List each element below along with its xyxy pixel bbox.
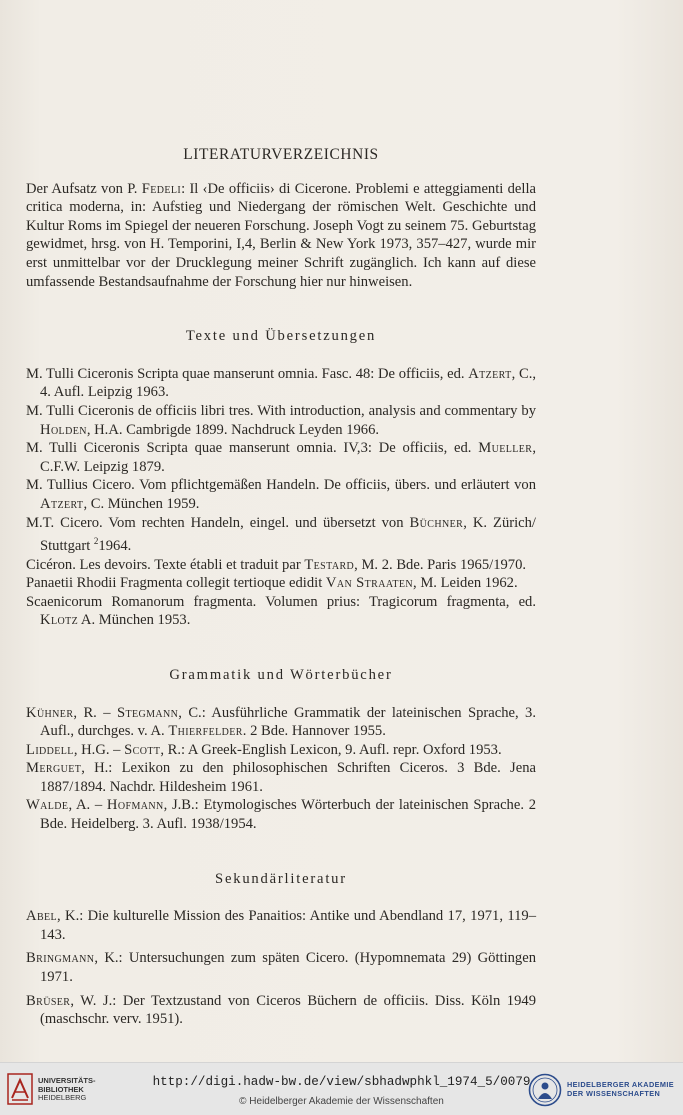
- uni-line-1: UNIVERSITÄTS-: [38, 1076, 96, 1085]
- intro-paragraph: [26, 180, 536, 292]
- bibliography-entry: M. Tulli Ciceronis Scripta quae manserunt omnia. IV,3: De officiis, ed. Mueller, C.F.W. Leipzig 1879.: [26, 440, 536, 475]
- hadw-line-2: DER WISSENSCHAFTEN: [567, 1089, 661, 1098]
- intro-author: Fedeli: [141, 180, 182, 197]
- academy-name[interactable]: [567, 1080, 674, 1098]
- bibliography-entry: Merguet, H.: Lexikon zu den philosophischen Schriften Ciceros. 3 Bde. Jena 1887/1894. Nachdr. Hildesheim 1961.: [26, 760, 536, 795]
- bibliography-entry: Walde, A. – Hofmann, J.B.: Etymologisches Wörterbuch der lateinischen Sprache. 2 Bde. Heidelberg. 3. Aufl. 1938/1954.: [26, 797, 536, 833]
- section-heading-sekundaer: Sekundärliteratur: [215, 870, 347, 887]
- bibliography-entry: Kühner, R. – Stegmann, C.: Ausführliche Grammatik der lateinischen Sprache, 3. Aufl., durchges. v. A. Thierfelder. 2 Bde. Hannover 1955.: [26, 704, 536, 740]
- copyright-notice: © Heidelberger Akademie der Wissenschaften: [239, 1096, 444, 1107]
- bibliography-entry: Cicéron. Les devoirs. Texte établi et traduit par Testard, M. 2. Bde. Paris 1965/1970.: [26, 556, 527, 573]
- bibliography-entry: M. Tulli Ciceronis de officiis libri tres. With introduction, analysis and commentary by Holden, H.A. Cambrigde 1899. Nachdruck Leyden 1966.: [26, 402, 536, 438]
- bibliography-entry: Panaetii Rhodii Fragmenta collegit tertioque edidit Van Straaten, M. Leiden 1962.: [26, 575, 518, 592]
- uni-line-3: HEIDELBERG: [38, 1093, 87, 1103]
- academy-seal-icon[interactable]: [528, 1072, 562, 1108]
- bibliography-entry: Liddell, H.G. – Scott, R.: A Greek-English Lexicon, 9. Aufl. repr. Oxford 1953.: [26, 741, 502, 758]
- bibliography-entry: Scaenicorum Romanorum fragmenta. Volumen prius: Tragicorum fragmenta, ed. Klotz A. München 1953.: [26, 593, 536, 629]
- hadw-line-1: HEIDELBERGER AKADEMIE: [567, 1080, 675, 1089]
- bibliography-entry: M.T. Cicero. Vom rechten Handeln, eingel. und übersetzt von Büchner, K. Zürich/ Stuttgart $^2$1964.: [26, 514, 536, 554]
- viewer-footer: [0, 1062, 683, 1115]
- intro-text-2: : Il ‹De officiis› di Cicerone. Problemi e atteggiamenti della critica moderna, in: Aufstieg und Niedergang der römischen Welt. Geschichte und Kultur Roms im Spiegel der neueren Forschung. Joseph Vogt zu seinem 75. Geburtstag gewidmet, hrsg. von H. Temporini, I,4, Berlin & New York 1973, 357–427, wurde mir erst unmittelbar vor der Drucklegung meiner Schrift zugänglich. Ich kann auf diese umfassende Bestandsaufnahme der Forschung hier nur hinweisen.: [26, 180, 536, 290]
- intro-text-1: Der Aufsatz von P.: [26, 180, 142, 197]
- bibliography-entry: M. Tulli Ciceronis Scripta quae manserunt omnia. Fasc. 48: De officiis, ed. Atzert, C., 4. Aufl. Leipzig 1963.: [26, 365, 537, 401]
- section-heading-texte: Texte und Übersetzungen: [185, 328, 377, 345]
- bibliography-entry: M. Tullius Cicero. Vom pflichtgemäßen Handeln. De officiis, übers. und erläutert von Atzert, C. München 1959.: [26, 477, 536, 512]
- document-url-link[interactable]: http://digi.hadw-bw.de/view/sbhadwphkl_1974_5/0079: [152, 1075, 531, 1089]
- section-heading-grammatik: Grammatik und Wörterbücher: [169, 666, 393, 683]
- bibliography-entry: Brüser, W. J.: Der Textzustand von Ciceros Büchern de officiis. Diss. Köln 1949 (maschschr. verv. 1951).: [26, 992, 536, 1028]
- page-content: [26, 146, 536, 1029]
- bibliography-entry: Bringmann, K.: Untersuchungen zum späten Cicero. (Hypomnemata 29) Göttingen 1971.: [26, 950, 536, 986]
- bibliography-list-sekundaer: [26, 907, 536, 1029]
- page-title: LITERATURVERZEICHNIS: [183, 146, 379, 163]
- uni-line-2: BIBLIOTHEK: [38, 1084, 84, 1094]
- bibliography-list-texte: [26, 365, 536, 630]
- bibliography-entry: Abel, K.: Die kulturelle Mission des Panaitios: Antike und Abendland 17, 1971, 119–143.: [26, 908, 536, 943]
- bibliography-list-grammatik: [26, 704, 536, 834]
